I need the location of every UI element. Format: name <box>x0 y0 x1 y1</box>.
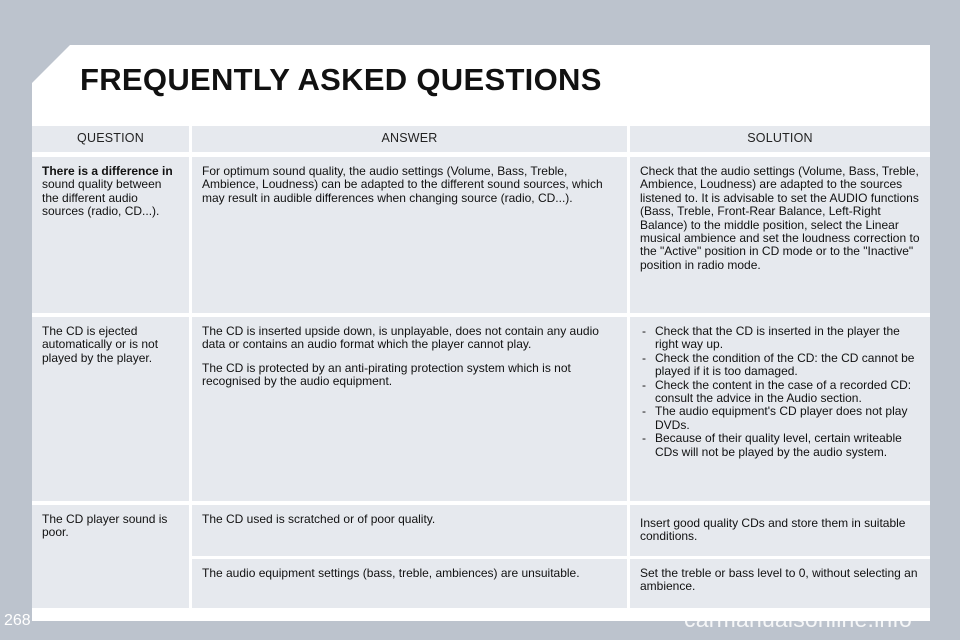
row-1-answer <box>192 157 627 313</box>
row-2-solution <box>630 317 930 501</box>
row-1-question <box>32 157 189 313</box>
row-3b-answer-text: The audio equipment settings (bass, treble, ambiences) are unsuitable. <box>202 566 580 580</box>
row-3a-solution-text: Insert good quality CDs and store them in suitable conditions. <box>640 516 906 544</box>
header-question-label: QUESTION <box>77 131 144 146</box>
row-3b-solution <box>630 559 930 608</box>
row-1-solution <box>630 157 930 313</box>
row-3a-solution <box>630 505 930 556</box>
row-2-question <box>32 317 189 501</box>
list-item: - Check the condition of the CD: the CD cannot be played if it is too damaged. <box>640 352 920 379</box>
row-2-question-text: The CD is ejected automatically or is not played by the player. <box>42 324 159 365</box>
row-2-answer <box>192 317 627 501</box>
list-item: - Check that the CD is inserted in the player the right way up. <box>640 325 920 352</box>
row-2-answer-text-2: The CD is protected by an anti-pirating protection system which is not recognised by the audio equipment. <box>202 360 571 389</box>
row-3b-solution-text: Set the treble or bass level to 0, without selecting an ambience. <box>640 566 918 594</box>
row-2-solution-list <box>640 325 920 459</box>
row-2-answer-text-1: The CD is inserted upside down, is unplayable, does not contain any audio data or contains an audio format which the player cannot play. <box>202 324 599 352</box>
header-solution <box>630 126 930 152</box>
header-solution-label: SOLUTION <box>747 131 813 146</box>
row-3-question <box>32 505 189 608</box>
row-1-solution-text: Check that the audio settings (Volume, Bass, Treble, Ambience, Loudness) are adapted to the sources listened to. It is advisable to set the AUDIO functions (Bass, Treble, Front-Rear Balance, Left-Right Balance) to the middle position, select the Linear musical ambience and set the loudness correction to the "Active" position in CD mode or to the "Inactive" position in radio mode. <box>640 164 920 272</box>
header-answer-label: ANSWER <box>381 131 438 146</box>
row-3b-answer <box>192 559 627 608</box>
list-item: - Because of their quality level, certain writeable CDs will not be played by the audio system. <box>640 432 920 459</box>
row-3a-answer-text: The CD used is scratched or of poor quality. <box>202 512 436 526</box>
row-3-question-text: The CD player sound is poor. <box>42 512 168 540</box>
list-item: - Check the content in the case of a recorded CD: consult the advice in the Audio section. <box>640 379 920 406</box>
row-1-answer-text: For optimum sound quality, the audio settings (Volume, Bass, Treble, Ambience, Loudness) can be adapted to the different sound sources, which may result in audible differences when changing source (radio, CD...). <box>202 164 603 205</box>
header-question <box>32 126 189 152</box>
list-item: - The audio equipment's CD player does not play DVDs. <box>640 405 920 432</box>
row-1-question-text: sound quality between the different audio sources (radio, CD...). <box>42 177 162 219</box>
page-title: FREQUENTLY ASKED QUESTIONS <box>80 62 602 97</box>
row-1-question-lead: There is a difference in <box>42 164 173 178</box>
page-number: 268 <box>4 612 31 629</box>
header-answer <box>192 126 627 152</box>
watermark-text: carmanualsonline.info <box>684 606 912 632</box>
row-3a-answer <box>192 505 627 556</box>
